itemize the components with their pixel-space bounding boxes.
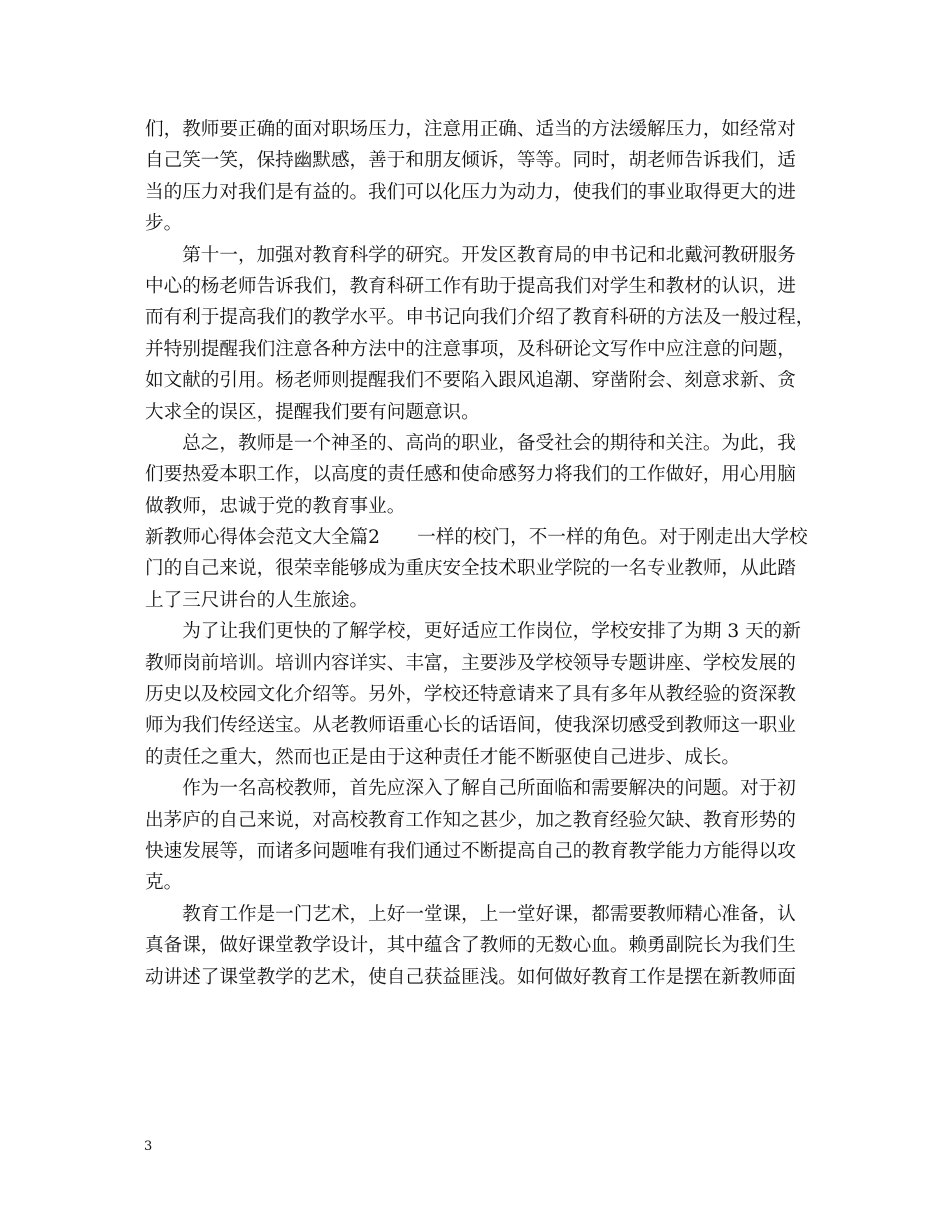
text-line: 出茅庐的自己来说，对高校教育工作知之甚少，加之教育经验欠缺、教育形势的: [145, 809, 796, 831]
text-line: 作为一名高校教师，首先应深入了解自己所面临和需要解决的问题。对于初: [145, 778, 796, 800]
text-line: 克。: [145, 872, 183, 894]
text-line: 如文献的引用。杨老师则提醒我们不要陷入跟风追潮、穿凿附会、刻意求新、贪: [145, 370, 796, 392]
text-line: 上了三尺讲台的人生旅途。: [145, 589, 369, 611]
text-line: 们，教师要正确的面对职场压力，注意用正确、适当的方法缓解压力，如经常对: [145, 119, 796, 140]
text-line: 动讲述了课堂教学的艺术，使自己获益匪浅。如何做好教育工作是摆在新教师面: [145, 966, 796, 988]
section-heading-line: 新教师心得体会范文大全篇2 一样的校门，不一样的角色。对于刚走出大学校: [145, 527, 808, 549]
text-line: 总之，教师是一个神圣的、高尚的职业，备受社会的期待和关注。为此，我: [145, 432, 796, 454]
text-line: 为了让我们更快的了解学校，更好适应工作岗位，学校安排了为期 3 天的新: [145, 621, 801, 643]
text-line: 教师岗前培训。培训内容详实、丰富，主要涉及学校领导专题讲座、学校发展的: [145, 652, 796, 674]
text-line: 自己笑一笑，保持幽默感，善于和朋友倾诉，等等。同时，胡老师告诉我们，适: [145, 150, 796, 172]
text-line: 教育工作是一门艺术，上好一堂课，上一堂好课，都需要教师精心准备，认: [145, 903, 796, 925]
text-line: 师为我们传经送宝。从老教师语重心长的话语间，使我深切感受到教师这一职业: [145, 715, 796, 737]
text-line: 步。: [145, 213, 183, 235]
text-line: 中心的杨老师告诉我们，教育科研工作有助于提高我们对学生和教材的认识，进: [145, 275, 796, 297]
text-line: 历史以及校园文化介绍等。另外，学校还特意请来了具有多年从教经验的资深教: [145, 684, 796, 706]
text-line: 做教师，忠诚于党的教育事业。: [145, 495, 406, 517]
text-line: 的责任之重大，然而也正是由于这种责任才能不断驱使自己进步、成长。: [145, 746, 741, 768]
text-line: 第十一，加强对教育科学的研究。开发区教育局的申书记和北戴河教研服务: [145, 244, 796, 266]
text-line: 们要热爱本职工作，以高度的责任感和使命感努力将我们的工作做好，用心用脑: [145, 464, 796, 486]
text-line: 并特别提醒我们注意各种方法中的注意事项，及科研论文写作中应注意的问题，: [145, 338, 796, 360]
text-line: 而有利于提高我们的教学水平。申书记向我们介绍了教育科研的方法及一般过程，: [145, 307, 815, 329]
text-line: 门的自己来说，很荣幸能够成为重庆安全技术职业学院的一名专业教师，从此踏: [145, 558, 796, 580]
body-text: [145, 114, 815, 993]
page-number: 3: [144, 1139, 153, 1154]
text-line: 大求全的误区，提醒我们要有问题意识。: [145, 401, 480, 423]
text-line: 真备课，做好课堂教学设计，其中蕴含了教师的无数心血。赖勇副院长为我们生: [145, 935, 796, 957]
text-line: 快速发展等，而诸多问题唯有我们通过不断提高自己的教育教学能力方能得以攻: [145, 840, 796, 862]
text-line: 当的压力对我们是有益的。我们可以化压力为动力，使我们的事业取得更大的进: [145, 181, 796, 203]
